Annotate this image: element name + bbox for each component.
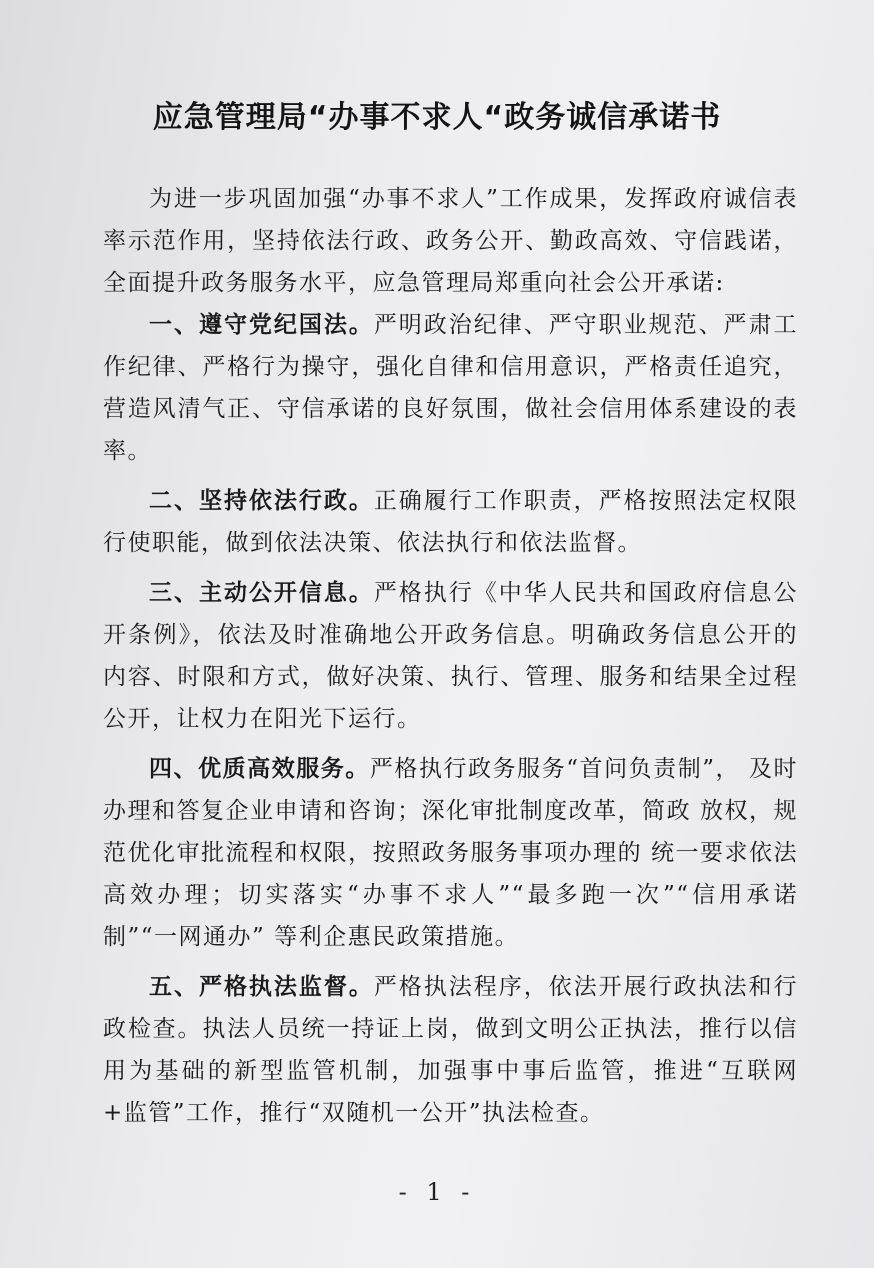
section-text-2: 正确履行工作职责，严格按照法定权限行使职能，做到依法决策、依法执行和依法监督。 <box>103 488 799 556</box>
section-heading-2: 二、坚持依法行政。 <box>149 488 374 514</box>
section-heading-4: 四、优质高效服务。 <box>149 756 370 782</box>
section-heading-1: 一、遵守党纪国法。 <box>149 312 374 338</box>
document-title: 应急管理局“办事不求人“政务诚信承诺书 <box>152 100 722 135</box>
section-paragraph-3 <box>103 572 798 740</box>
intro-paragraph: 为进一步巩固加强“办事不求人”工作成果，发挥政府诚信表率示范作用，坚持依法行政、政务公开、勤政高效、守信践诺，全面提升政务服务水平，应急管理局郑重向社会公开承诺: <box>103 186 798 296</box>
section-paragraph-4 <box>103 748 798 958</box>
section-paragraph-5 <box>103 966 798 1134</box>
section-paragraph-2 <box>103 480 798 564</box>
section-text-4: 严格执行政务服务“首问负责制”， 及时办理和答复企业申请和咨询；深化审批制度改革，简政 放权，规范优化审批流程和权限，按照政务服务事项办理的 统一要求依法高效办理；切实落实“办事不求人”“最多跑一次”“信用承诺制”“一网通办” 等利企惠民政策措施。 <box>103 756 798 950</box>
section-text-3: 严格执行《中华人民共和国政府信息公开条例》，依法及时准确地公开政务信息。明确政务信息公开的内容、时限和方式，做好决策、执行、管理、服务和结果全过程公开，让权力在阳光下运行。 <box>103 580 799 732</box>
section-text-5: 严格执法程序，依法开展行政执法和行政检查。执法人员统一持证上岗，做到文明公正执法，推行以信用为基础的新型监管机制，加强事中事后监管，推进“互联网+监管”工作，推行“双随机一公开”执法检查。 <box>103 974 799 1126</box>
document-body <box>103 178 798 1134</box>
section-heading-5: 五、严格执法监督。 <box>149 974 374 1000</box>
page-number: - 1 - <box>398 1178 476 1206</box>
section-text-1: 严明政治纪律、严守职业规范、严肃工作纪律、严格行为操守，强化自律和信用意识，严格责任追究，营造风清气正、守信承诺的良好氛围，做社会信用体系建设的表率。 <box>103 312 799 464</box>
section-heading-3: 三、主动公开信息。 <box>149 580 374 606</box>
section-paragraph-1 <box>103 304 798 472</box>
